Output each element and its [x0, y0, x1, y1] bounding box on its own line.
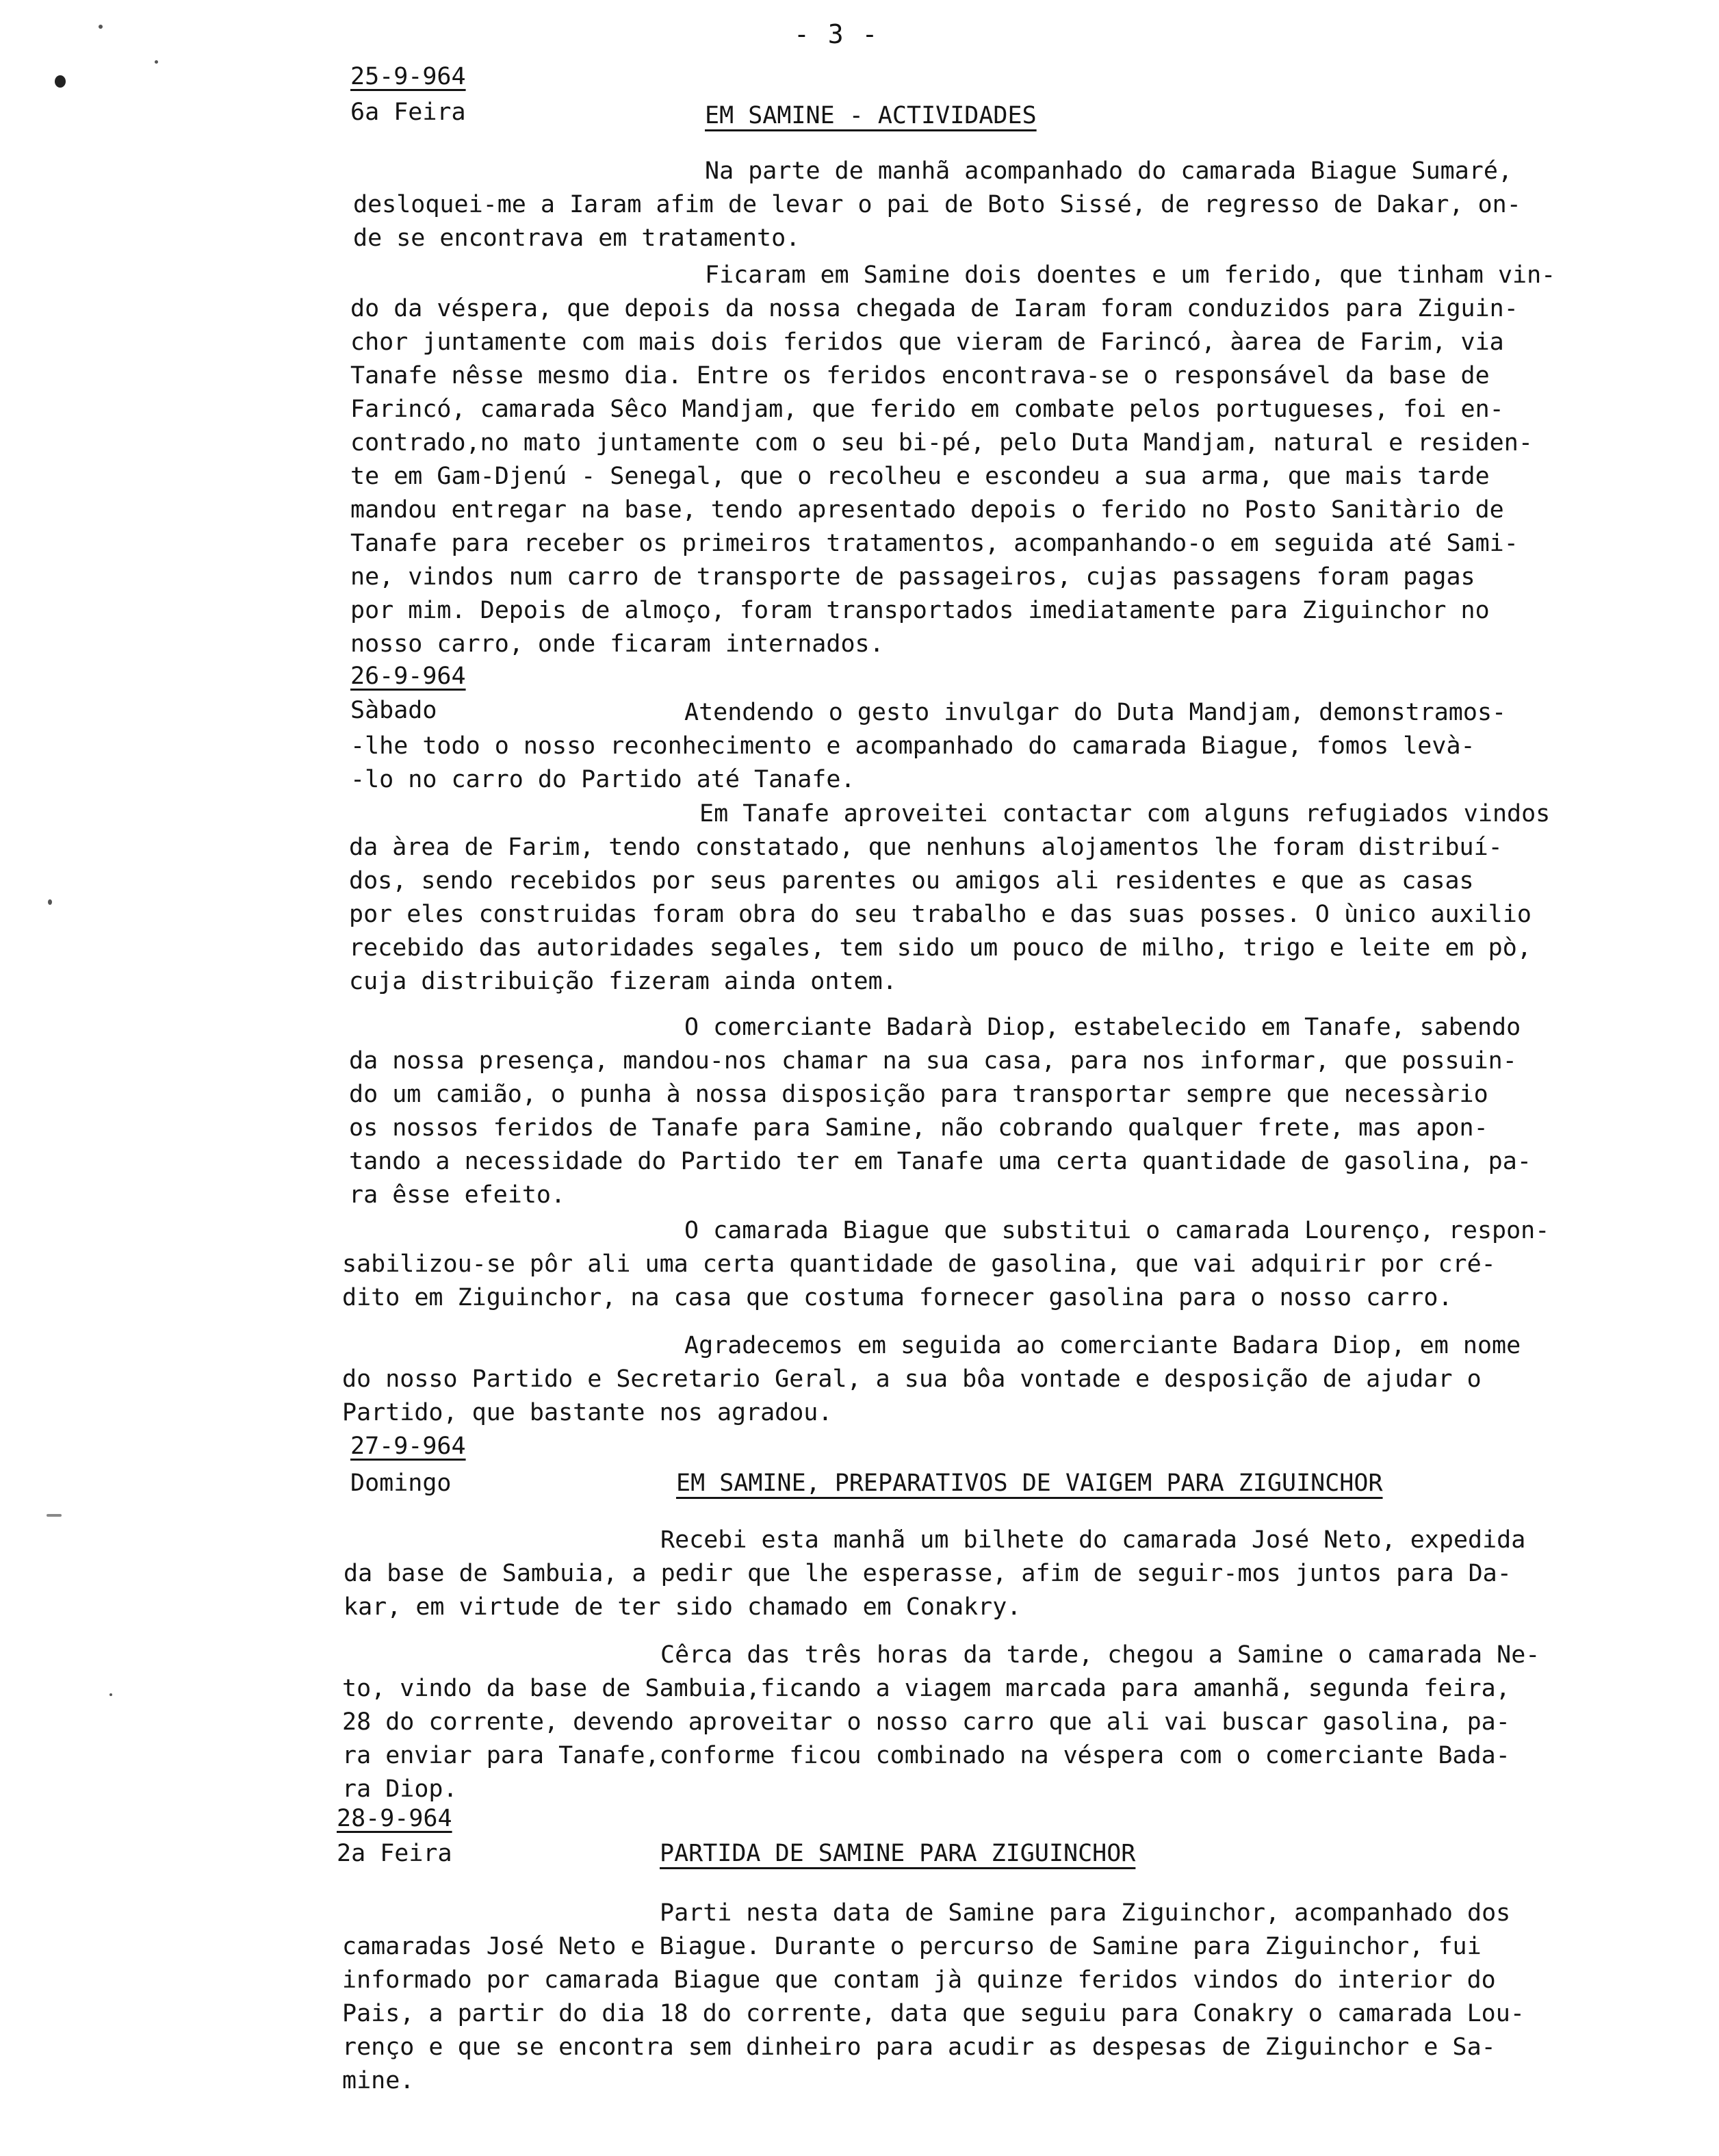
text-line: ra êsse efeito.: [349, 1181, 566, 1209]
text-line: ra enviar para Tanafe,conforme ficou combinado na véspera com o comerciante Bada-: [342, 1742, 1510, 1769]
text-line: ne, vindos num carro de transporte de passageiros, cujas passagens foram pagas: [350, 563, 1475, 591]
text-line: Farincó, camarada Sêco Mandjam, que ferido em combate pelos portugueses, foi en-: [350, 396, 1504, 423]
entry-heading: PARTIDA DE SAMINE PARA ZIGUINCHOR: [660, 1840, 1136, 1867]
text-line: Atendendo o gesto invulgar do Duta Mandjam, demonstramos-: [684, 699, 1507, 726]
text-line: Pais, a partir do dia 18 do corrente, data que seguiu para Conakry o camarada Lou-: [342, 2000, 1525, 2027]
text-line: dito em Ziguinchor, na casa que costuma fornecer gasolina para o nosso carro.: [342, 1284, 1453, 1311]
text-line: mine.: [342, 2067, 415, 2094]
text-line: to, vindo da base de Sambuia,ficando a viagem marcada para amanhã, segunda feira,: [342, 1675, 1510, 1702]
scan-speck: [47, 1514, 62, 1517]
paragraph: [342, 1329, 1670, 1430]
text-line: cuja distribuição fizeram ainda ontem.: [349, 968, 897, 995]
text-line: renço e que se encontra sem dinheiro para acudir as despesas de Ziguinchor e Sa-: [342, 2033, 1496, 2061]
paragraph: [342, 155, 1670, 255]
text-line: Ficaram em Samine dois doentes e um ferido, que tinham vin-: [705, 261, 1556, 289]
text-line: nosso carro, onde ficaram internados.: [350, 630, 884, 658]
entry-date: 26-9-964: [350, 663, 466, 690]
paragraph: [342, 696, 1670, 797]
text-line: Tanafe para receber os primeiros tratamentos, acompanhando-o em seguida até Sami-: [350, 530, 1518, 557]
text-line: da nossa presença, mandou-nos chamar na sua casa, para nos informar, que possuin-: [349, 1047, 1517, 1075]
text-line: O camarada Biague que substitui o camarada Lourenço, respon-: [684, 1217, 1550, 1244]
text-line: ra Diop.: [342, 1775, 458, 1803]
entry-weekday: Sàbado: [350, 697, 437, 724]
entry-heading: EM SAMINE - ACTIVIDADES: [705, 102, 1037, 129]
text-line: chor juntamente com mais dois feridos que vieram de Farincó, àarea de Farim, via: [350, 329, 1504, 356]
entry-date: 27-9-964: [350, 1433, 466, 1460]
entry-weekday: 2a Feira: [337, 1840, 452, 1867]
text-line: Tanafe nêsse mesmo dia. Entre os feridos encontrava-se o responsável da base de: [350, 362, 1490, 389]
paragraph: [342, 1011, 1670, 1212]
paragraph: [342, 259, 1670, 661]
text-line: dos, sendo recebidos por seus parentes ou amigos ali residentes e que as casas: [349, 867, 1474, 895]
text-line: kar, em virtude de ter sido chamado em Conakry.: [344, 1593, 1022, 1621]
text-line: do da véspera, que depois da nossa chegada de Iaram foram conduzidos para Ziguin-: [350, 295, 1518, 322]
paragraph: [342, 797, 1670, 999]
text-line: sabilizou-se pôr ali uma certa quantidade de gasolina, que vai adquirir por cré-: [342, 1250, 1496, 1278]
text-line: os nossos feridos de Tanafe para Samine, não cobrando qualquer frete, mas apon-: [349, 1114, 1488, 1142]
text-line: de se encontrava em tratamento.: [353, 224, 801, 252]
text-line: da base de Sambuia, a pedir que lhe esperasse, afim de seguir-mos juntos para Da-: [344, 1560, 1512, 1587]
text-line: te em Gam-Djenú - Senegal, que o recolheu e escondeu a sua arma, que mais tarde: [350, 463, 1490, 490]
scan-speck: [155, 60, 158, 64]
text-line: da àrea de Farim, tendo constatado, que nenhuns alojamentos lhe foram distribuí-: [349, 834, 1503, 861]
text-line: -lhe todo o nosso reconhecimento e acompanhado do camarada Biague, fomos levà-: [350, 732, 1475, 760]
text-line: O comerciante Badarà Diop, estabelecido em Tanafe, sabendo: [684, 1014, 1521, 1041]
paragraph: [342, 1214, 1670, 1315]
text-line: do um camião, o punha à nossa disposição para transportar sempre que necessàrio: [349, 1081, 1488, 1108]
text-line: mandou entregar na base, tendo apresentado depois o ferido no Posto Sanitàrio de: [350, 496, 1504, 524]
text-line: do nosso Partido e Secretario Geral, a sua bôa vontade e desposição de ajudar o: [342, 1365, 1482, 1393]
entry-weekday: 6a Feira: [350, 99, 466, 126]
paragraph: [342, 1639, 1670, 1806]
text-line: Recebi esta manhã um bilhete do camarada José Neto, expedida: [660, 1526, 1526, 1554]
text-line: Em Tanafe aproveitei contactar com alguns refugiados vindos: [699, 800, 1551, 827]
entry-weekday: Domingo: [350, 1470, 452, 1497]
scan-speck: [99, 25, 103, 29]
text-line: Agradecemos em seguida ao comerciante Badara Diop, em nome: [684, 1332, 1521, 1359]
text-line: contrado,no mato juntamente com o seu bi-pé, pelo Duta Mandjam, natural e residen-: [350, 429, 1533, 457]
text-line: tando a necessidade do Partido ter em Tanafe uma certa quantidade de gasolina, pa-: [349, 1148, 1531, 1175]
entry-heading: EM SAMINE, PREPARATIVOS DE VAIGEM PARA ZIGUINCHOR: [676, 1470, 1383, 1497]
text-line: recebido das autoridades segales, tem sido um pouco de milho, trigo e leite em pò,: [349, 934, 1531, 962]
text-line: desloquei-me a Iaram afim de levar o pai de Boto Sissé, de regresso de Dakar, on-: [353, 191, 1521, 218]
page-number: - 3 -: [794, 19, 879, 49]
scan-speck: [48, 899, 52, 905]
text-line: camaradas José Neto e Biague. Durante o percurso de Samine para Ziguinchor, fui: [342, 1933, 1482, 1960]
text-line: Parti nesta data de Samine para Ziguinchor, acompanhado dos: [660, 1899, 1511, 1927]
scan-speck: [55, 75, 66, 88]
text-line: 28 do corrente, devendo aproveitar o nosso carro que ali vai buscar gasolina, pa-: [342, 1708, 1510, 1736]
text-line: informado por camarada Biague que contam jà quinze feridos vindos do interior do: [342, 1966, 1496, 1994]
text-line: Cêrca das três horas da tarde, chegou a Samine o camarada Ne-: [660, 1641, 1540, 1669]
paragraph: [342, 1897, 1670, 2098]
text-line: por eles construidas foram obra do seu trabalho e das suas posses. O ùnico auxilio: [349, 901, 1531, 928]
scan-speck: [109, 1693, 112, 1696]
entry-date: 25-9-964: [350, 63, 466, 90]
text-line: -lo no carro do Partido até Tanafe.: [350, 766, 855, 793]
paragraph: [342, 1524, 1670, 1624]
text-line: Na parte de manhã acompanhado do camarada Biague Sumaré,: [705, 157, 1513, 185]
entry-date: 28-9-964: [337, 1805, 452, 1832]
text-line: Partido, que bastante nos agradou.: [342, 1399, 833, 1426]
text-line: por mim. Depois de almoço, foram transportados imediatamente para Ziguinchor no: [350, 597, 1490, 624]
